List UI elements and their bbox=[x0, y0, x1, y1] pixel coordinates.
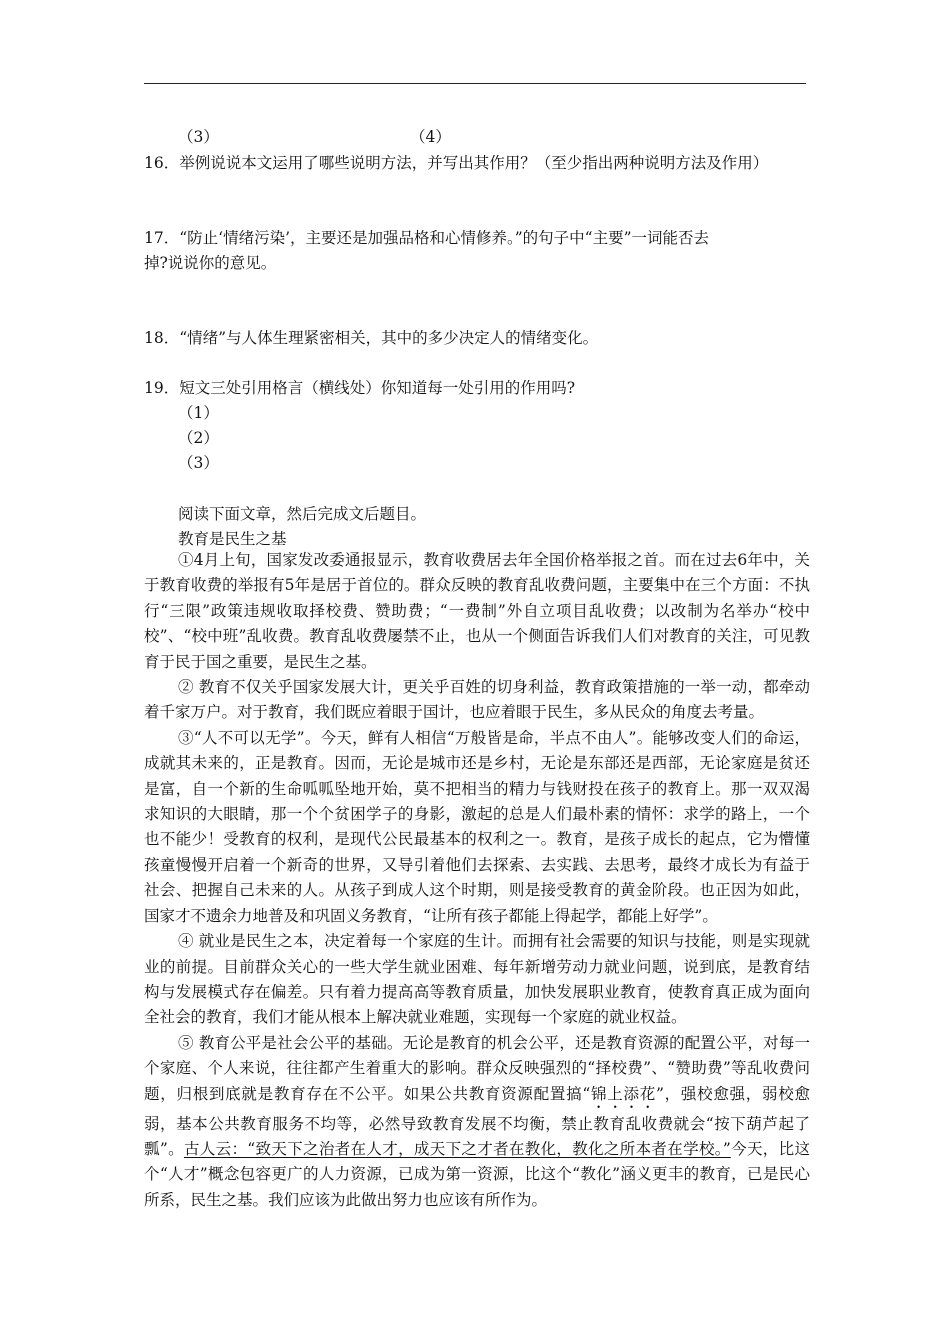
emphasized-phrase: 锦上添花 bbox=[590, 1084, 656, 1103]
passage-title: 教育是民生之基 bbox=[178, 530, 287, 548]
paragraph-5-part-c: 今天，比这个“人才”概念包容更广的人力资源，已成为第一资源，比这个“教化”涵义更丰的教育，已是民心所系，民生之基。我们应该为此做出努力也应该有所作为。 bbox=[144, 1139, 810, 1209]
question-19: 19．短文三处引用格言（横线处）你知道每一处引用的作用吗? bbox=[144, 379, 576, 397]
q19-sub2-label: （2） bbox=[178, 429, 219, 447]
question-17-line2: 掉?说说你的意见。 bbox=[144, 254, 277, 272]
paragraph-2: ② 教育不仅关乎国家发展大计，更关乎百姓的切身利益，教育政策措施的一举一动，都牵动着千家万户。对于教育，我们既应着眼于国计，也应着眼于民生，多从民众的角度去考量。 bbox=[144, 678, 810, 722]
paragraph-5-part-a: ⑤ 教育公平是社会公平的基础。无论是教育的机会公平，还是教育资源的配置公平，对每一个家庭、个人来说，往往都产生着重大的影响。群众反映强烈的“择校费”、“赞助费”等乱收费问题，归根到底就是教育存在不公平。如果公共教育资源配置搞“ bbox=[144, 1033, 810, 1103]
q19-sub1-label: （1） bbox=[178, 404, 219, 422]
passage-intro: 阅读下面文章，然后完成文后题目。 bbox=[178, 505, 427, 523]
question-16: 16．举例说说本文运用了哪些说明方法，并写出其作用？（至少指出两种说明方法及作用） bbox=[144, 154, 769, 172]
q19-sub3-label: （3） bbox=[178, 454, 219, 472]
passage-body bbox=[144, 548, 810, 1213]
q15-sub4-label: （4） bbox=[410, 128, 451, 146]
paragraph-5-part-b: ”，强校愈强，弱校愈弱，基本公共教育服务不均等，必然导致教育发展不均衡，禁止教育乱收费就会“按下葫芦起了瓢”。 bbox=[144, 1084, 810, 1158]
underlined-quotation: 古人云：“致天下之治者在人才，成天下之才者在教化，教化之所本者在学校。” bbox=[183, 1139, 731, 1158]
question-17-line1: 17．“防止‘情绪污染’，主要还是加强品格和心情修养。”的句子中“主要”一词能否去 bbox=[144, 229, 710, 247]
q15-sub3-label: （3） bbox=[178, 128, 219, 146]
paragraph-4: ④ 就业是民生之本，决定着每一个家庭的生计。而拥有社会需要的知识与技能，则是实现就业的前提。目前群众关心的一些大学生就业困难、每年新增劳动力就业问题，说到底，是教育结构与发展模式存在偏差。只有着力提高高等教育质量，加快发展职业教育，使教育真正成为面向全社会的教育，我们才能从根本上解决就业难题，实现每一个家庭的就业权益。 bbox=[144, 932, 810, 1027]
paragraph-1: ①4月上旬，国家发改委通报显示，教育收费居去年全国价格举报之首。而在过去6年中，关于教育收费的举报有5年是居于首位的。群众反映的教育乱收费问题，主要集中在三个方面：不执行“三限”政策违规收取择校费、赞助费；“一费制”外自立项目乱收费；以改制为名举办“校中校”、“校中班”乱收费。教育乱收费屡禁不止，也从一个侧面告诉我们人们对教育的关注，可见教育于民于国之重要，是民生之基。 bbox=[144, 551, 810, 671]
paragraph-3: ③“人不可以无学”。今天，鲜有人相信“万般皆是命，半点不由人”。能够改变人们的命运，成就其未来的，正是教育。因而，无论是城市还是乡村，无论是东部还是西部，无论家庭是贫还是富，自一个新的生命呱呱坠地开始，莫不把相当的精力与钱财投在孩子的教育上。那一双双渴求知识的大眼睛，那一个个贫困学子的身影，激起的总是人们最朴素的情怀：求学的路上，一个也不能少！受教育的权利，是现代公民最基本的权利之一。教育，是孩子成长的起点，它为懵懂孩童慢慢开启着一个新奇的世界，又导引着他们去探索、去实践、去思考，最终才成长为有益于社会、把握自己未来的人。从孩子到成人这个时期，则是接受教育的黄金阶段。也正因为如此，国家才不遗余力地普及和巩固义务教育，“让所有孩子都能上得起学，都能上好学”。 bbox=[144, 728, 810, 925]
header-rule bbox=[144, 83, 806, 84]
question-18: 18．“情绪”与人体生理紧密相关，其中的多少决定人的情绪变化。 bbox=[144, 329, 599, 347]
paragraph-5 bbox=[144, 1031, 810, 1213]
